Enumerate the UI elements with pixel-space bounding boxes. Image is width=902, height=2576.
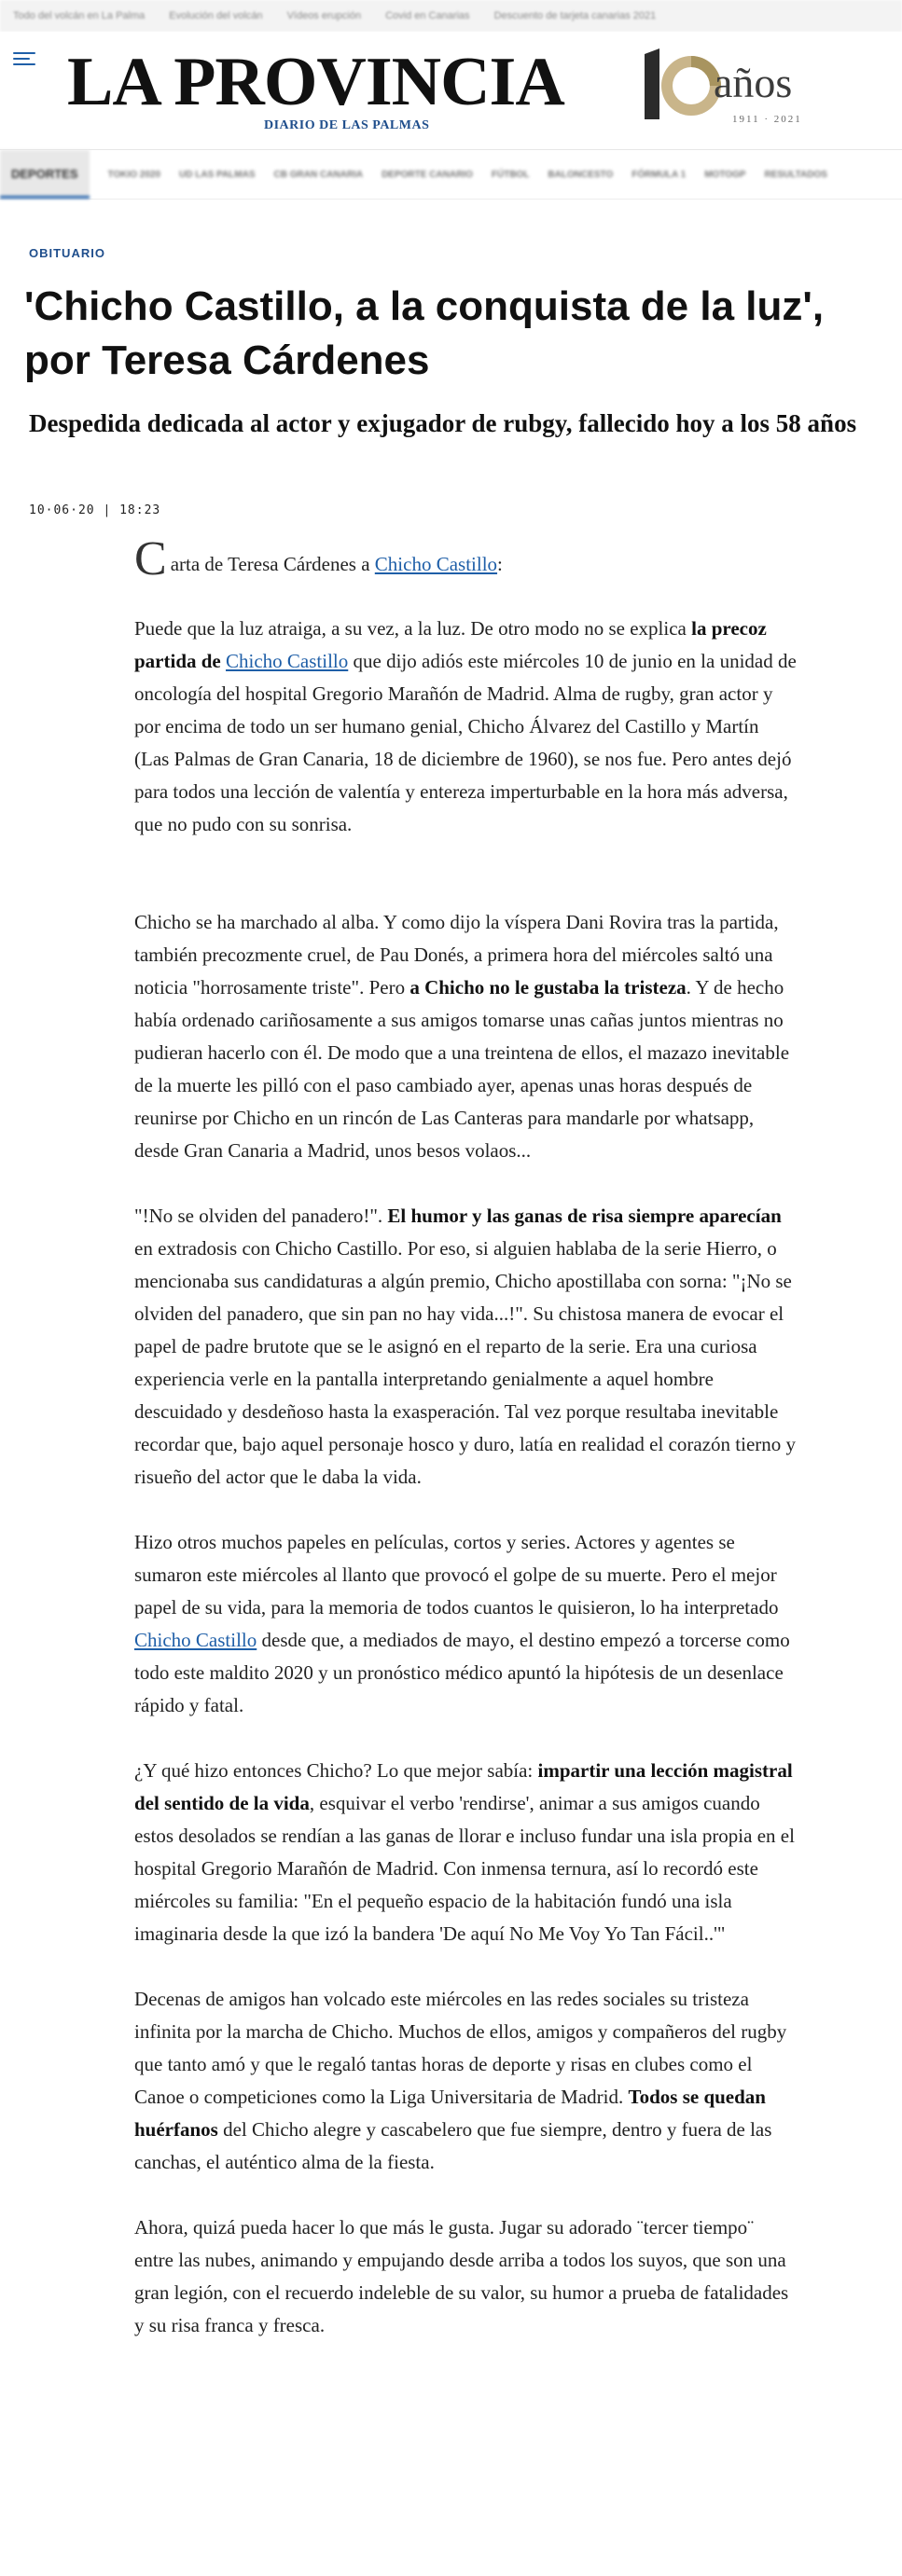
anniversary-word: años xyxy=(714,59,793,106)
top-utility-bar xyxy=(0,0,902,32)
nav-item[interactable]: MOTOGP xyxy=(704,169,746,180)
topbar-link[interactable]: Covid en Canarias xyxy=(385,10,470,21)
paragraph: Carta de Teresa Cárdenes a Chicho Castillo: xyxy=(134,532,503,585)
nav-item[interactable]: CB GRAN CANARIA xyxy=(273,169,364,180)
nav-item-deportes[interactable]: DEPORTES xyxy=(0,150,90,199)
site-tagline: DIARIO DE LAS PALMAS xyxy=(264,118,430,132)
section-nav xyxy=(0,150,902,200)
paragraph: ¿Y qué hizo entonces Chicho? Lo que mejor sabía: impartir una lección magistral del sentido de la vida, esquivar el verbo 'rendirse', animar a sus amigos cuando estos desolados se rendían a las ganas de llorar e incluso fundar una isla propia en el hospital Gregorio Marañón de Madrid. Con inmensa ternura, así lo recordó este miércoles su familia: "En el pequeño espacio de la habitación fundó una isla imaginaria desde la que izó la bandera 'De aquí No Me Voy Yo Tan Fácil..'" xyxy=(134,1759,795,1945)
paragraph: Puede que la luz atraiga, a su vez, a la luz. De otro modo no se explica la precoz partida de Chicho Castillo que dijo adiós este miércoles 10 de junio en la unidad de oncología del hospital Gregorio Marañón de Madrid. Alma de rugby, gran actor y por encima de todo un ser humano genial, Chicho Álvarez del Castillo y Martín (Las Palmas de Gran Canaria, 18 de diciembre de 1960), se nos fue. Pero antes dejó para todos una lección de valentía y entereza imperturbable en la hora más adversa, que no pudo con su sonrisa. xyxy=(134,617,797,835)
chicho-castillo-link[interactable]: Chicho Castillo xyxy=(134,1629,257,1651)
nav-item[interactable]: DEPORTE CANARIO xyxy=(382,169,473,180)
article-title: 'Chicho Castillo, a la conquista de la luz', por Teresa Cárdenes xyxy=(24,283,825,383)
nav-item[interactable]: BALONCESTO xyxy=(548,169,614,180)
nav-item[interactable]: FÚTBOL xyxy=(491,169,530,180)
article-body xyxy=(134,532,797,2342)
topbar-link[interactable]: Vídeos erupción xyxy=(286,10,362,21)
chicho-castillo-link[interactable]: Chicho Castillo xyxy=(374,553,498,575)
article-subtitle: Despedida dedicada al actor y exjugador de rubgy, fallecido hoy a los 58 años xyxy=(29,409,857,437)
topbar-link[interactable]: Todo del volcán en La Palma xyxy=(13,10,146,21)
anniversary-ten-icon xyxy=(639,45,723,129)
masthead xyxy=(0,32,902,150)
article-datetime: 10·06·20 | 18:23 xyxy=(29,503,161,517)
hamburger-menu-icon[interactable] xyxy=(13,48,35,69)
article-section-label[interactable]: OBITUARIO xyxy=(29,246,105,260)
nav-item[interactable]: TOKIO 2020 xyxy=(107,169,161,180)
paragraph: Hizo otros muchos papeles en películas, cortos y series. Actores y agentes se sumaron este miércoles al llanto que provocó el golpe de su muerte. Pero el mejor papel de su vida, para la memoria de todos cuantos le quisieron, lo ha interpretado Chicho Castillo desde que, a mediados de mayo, el destino empezó a torcerse como todo este maldito 2020 y un pronóstico médico apuntó la hipótesis de un desenlace rápido y fatal. xyxy=(134,1531,790,1716)
nav-item[interactable]: RESULTADOS xyxy=(764,169,827,180)
paragraph: "!No se olviden del panadero!". El humor y las ganas de risa siempre aparecían en extradosis con Chicho Castillo. Por eso, si alguien hablaba de la serie Hierro, o mencionaba sus candidaturas a algún premio, Chicho apostillaba con sorna: "¡No se olviden del panadero, que sin pan no hay vida...!". Su chistosa manera de evocar el papel de padre brutote que se le asignó en el reparto de la serie. Era una curiosa experiencia verle en la pantalla interpretando genialmente a aquel hombre descuidado y desdeñoso hasta la exasperación. Tal vez porque resultaba inevitable recordar que, bajo aquel personaje hosco y duro, latía en realidad el corazón tierno y risueño del actor que le daba la vida. xyxy=(134,1205,797,1488)
paragraph: Ahora, quizá pueda hacer lo que más le gusta. Jugar su adorado ¨tercer tiempo¨ entre las nubes, animando y empujando desde arriba a todos los suyos, que son una gran legión, con el recuerdo indeleble de su valor, su humor a prueba de fatalidades y su risa franca y fresca. xyxy=(134,2216,789,2336)
drop-cap: C xyxy=(134,532,167,585)
topbar-link[interactable]: Evolución del volcán xyxy=(169,10,263,21)
topbar-link[interactable]: Descuento de tarjeta canarias 2021 xyxy=(493,10,657,21)
anniversary-badge xyxy=(639,45,826,138)
anniversary-years: 1911 · 2021 xyxy=(732,114,802,125)
nav-item[interactable]: FÓRMULA 1 xyxy=(631,169,687,180)
paragraph: Chicho se ha marchado al alba. Y como dijo la víspera Dani Rovira tras la partida, también precozmente cruel, de Pau Donés, a primera hora del miércoles saltó una noticia "horrosamente triste". Pero a Chicho no le gustaba la tristeza. Y de hecho había ordenado cariñosamente a sus amigos tomarse unas cañas juntos mientras no pudieran hacerlo con él. De modo que a una treintena de ellos, el mazazo inevitable de la muerte les pilló con el paso cambiado ayer, apenas unas horas después de reunirse por Chicho en un rincón de Las Canteras para mandarle por whatsapp, desde Gran Canaria a Madrid, unos besos volaos... xyxy=(134,911,790,1162)
paragraph: Decenas de amigos han volcado este miércoles en las redes sociales su tristeza infinita por la marcha de Chicho. Muchos de ellos, amigos y compañeros del rugby que tanto amó y que le regaló tantas horas de deporte y risas en clubes como el Canoe o competiciones como la Liga Universitaria de Madrid. Todos se quedan huérfanos del Chicho alegre y cascabelero que fue siempre, dentro y fuera de las canchas, el auténtico alma de la fiesta. xyxy=(134,1988,787,2173)
chicho-castillo-link[interactable]: Chicho Castillo xyxy=(226,650,349,672)
site-logo[interactable]: LA PROVINCIA xyxy=(67,44,564,120)
nav-item[interactable]: UD LAS PALMAS xyxy=(179,169,256,180)
